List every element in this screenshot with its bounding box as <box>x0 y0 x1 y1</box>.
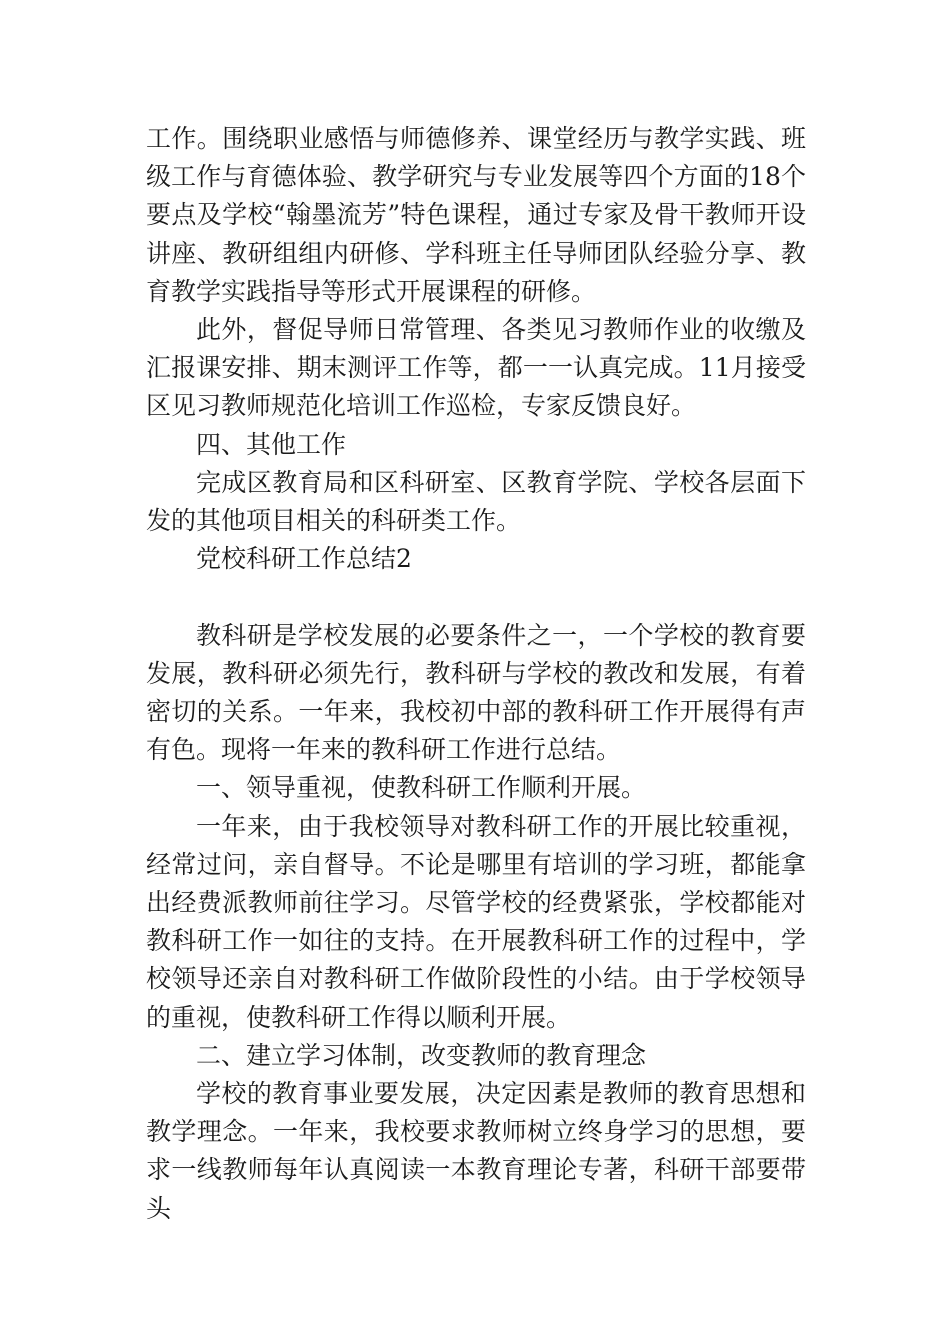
blank-line <box>146 578 806 616</box>
paragraph-other-work: 完成区教育局和区科研室、区教育学院、学校各层面下发的其他项目相关的科研类工作。 <box>146 467 806 536</box>
paragraph-learning-system: 学校的教育事业要发展，决定因素是教师的教育思想和教学理念。一年来，我校要求教师树立终身学习的思想，要求一线教师每年认真阅读一本教育理论专著，科研干部要带头 <box>146 1079 806 1223</box>
section-heading-leadership: 一、领导重视，使教科研工作顺利开展。 <box>196 773 647 803</box>
paragraph-continuation: 工作。围绕职业感悟与师德修养、课堂经历与教学实践、班级工作与育德体验、教学研究与专业发展等四个方面的18个要点及学校“翰墨流芳”特色课程，通过专家及骨干教师开设讲座、教研组组内研修、学科班主任导师团队经验分享、教育教学实践指导等形式开展课程的研修。 <box>146 124 806 306</box>
section-heading-learning-system: 二、建立学习体制，改变教师的教育理念 <box>196 1040 647 1070</box>
paragraph-additional-work: 此外，督促导师日常管理、各类见习教师作业的收缴及汇报课安排、期末测评工作等，都一一认真完成。11月接受区见习教师规范化培训工作巡检，专家反馈良好。 <box>146 315 806 421</box>
document-page <box>146 120 806 1228</box>
document-title-summary-2: 党校科研工作总结2 <box>196 544 412 574</box>
paragraph-intro: 教科研是学校发展的必要条件之一，一个学校的教育要发展，教科研必须先行，教科研与学校的教改和发展，有着密切的关系。一年来，我校初中部的教科研工作开展得有声有色。现将一年来的教科研工作进行总结。 <box>146 620 806 765</box>
paragraph-leadership: 一年来，由于我校领导对教科研工作的开展比较重视，经常过问，亲自督导。不论是哪里有培训的学习班，都能拿出经费派教师前往学习。尽管学校的经费紧张，学校都能对教科研工作一如往的支持。在开展教科研工作的过程中，学校领导还亲自对教科研工作做阶段性的小结。由于学校领导的重视，使教科研工作得以顺利开展。 <box>146 811 806 1032</box>
section-heading-other-work: 四、其他工作 <box>196 429 347 459</box>
